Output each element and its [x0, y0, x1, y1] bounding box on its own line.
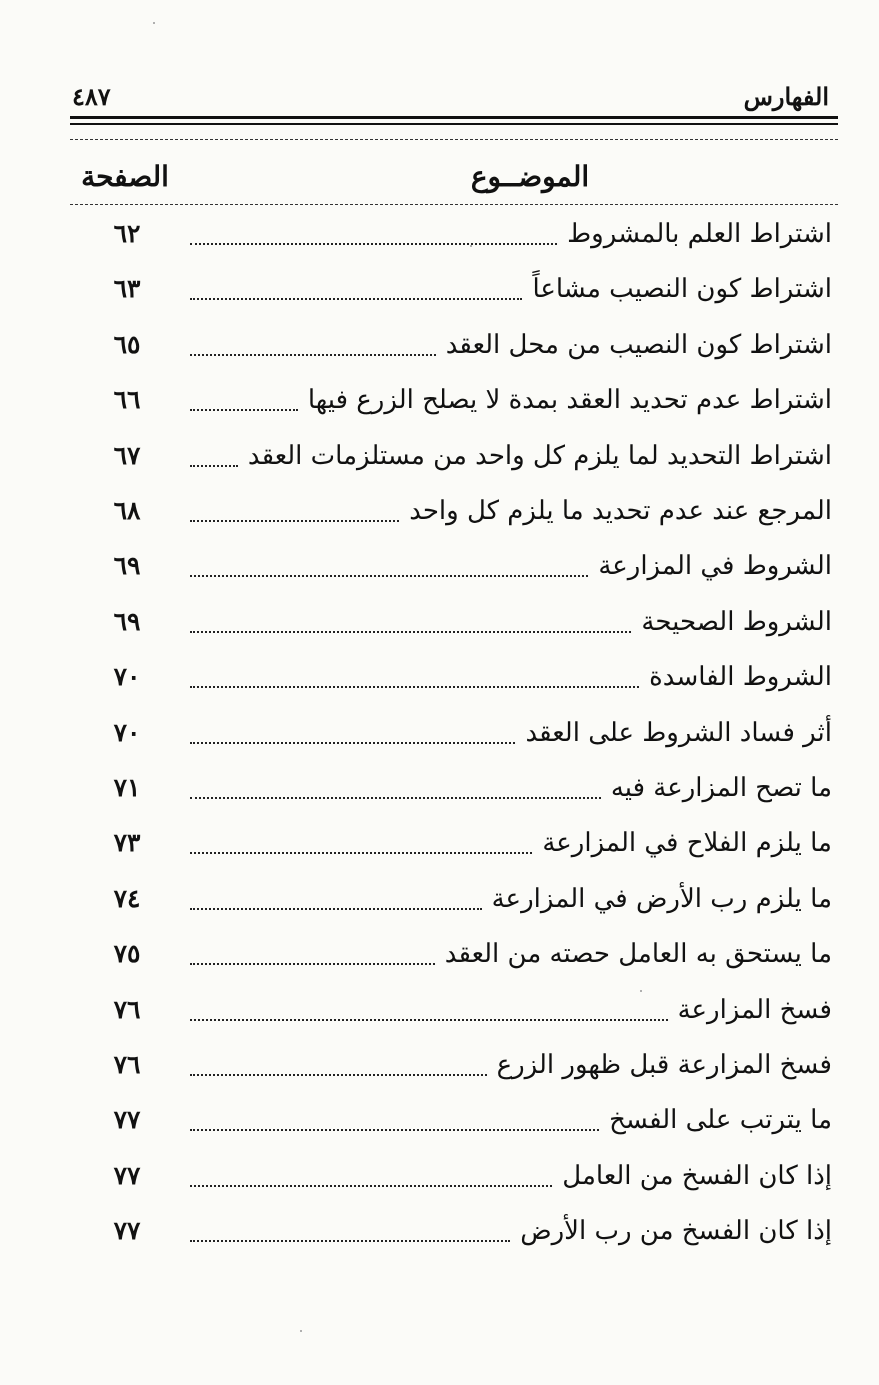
- toc-entry-page: ٧٣: [113, 828, 141, 857]
- toc-entry-page: ٦٦: [113, 385, 141, 414]
- toc-entry-title: اشتراط التحديد لما يلزم كل واحد من مستلزمات العقد: [247, 441, 832, 471]
- toc-entry: [70, 325, 832, 365]
- toc-dot-leader: [190, 631, 631, 633]
- header-rule-thick: [70, 116, 838, 119]
- toc-entry-title: ما يلزم رب الأرض في المزارعة: [491, 884, 832, 914]
- paper-speck: [640, 990, 642, 992]
- toc-entry-title: إذا كان الفسخ من العامل: [562, 1161, 832, 1191]
- header-rule-thin: [70, 123, 838, 125]
- toc-entry-title: أثر فساد الشروط على العقد: [525, 718, 832, 748]
- toc-entry: [70, 214, 832, 254]
- toc-entry-title: اشتراط كون النصيب مشاعاً: [532, 274, 832, 304]
- paper-speck: [153, 22, 155, 24]
- toc-dot-leader: [190, 409, 298, 411]
- column-header-topic: الموضــوع: [470, 160, 590, 193]
- toc-dot-leader: [190, 243, 557, 245]
- toc-entry-title: ما يستحق به العامل حصته من العقد: [444, 939, 832, 969]
- toc-entry: [70, 1211, 832, 1251]
- paper-speck: [300, 1330, 302, 1332]
- toc-entry: [70, 823, 832, 863]
- toc-entry-page: ٦٥: [113, 330, 141, 359]
- toc-dot-leader: [190, 963, 435, 965]
- toc-dot-leader: [190, 298, 522, 300]
- toc-entry-page: ٧٠: [113, 662, 141, 691]
- column-header-page: الصفحة: [81, 160, 169, 193]
- toc-entry-page: ٦٩: [113, 551, 141, 580]
- toc-entry-title: إذا كان الفسخ من رب الأرض: [520, 1216, 832, 1246]
- page-number: ٤٨٧: [72, 82, 111, 111]
- running-title: الفهارس: [743, 82, 829, 111]
- toc-entry: [70, 990, 832, 1030]
- toc-entry-title: الشروط في المزارعة: [598, 551, 832, 581]
- toc-dot-leader: [190, 742, 515, 744]
- toc-entry-page: ٦٣: [113, 274, 141, 303]
- toc-dot-leader: [190, 1019, 668, 1021]
- toc-dot-leader: [190, 465, 238, 467]
- paper-speck: [470, 245, 472, 247]
- toc-entry: [70, 436, 832, 476]
- header-dashed-rule: [70, 139, 838, 140]
- toc-entry: [70, 1156, 832, 1196]
- toc-entry: [70, 768, 832, 808]
- toc-dot-leader: [190, 686, 639, 688]
- toc-entry-page: ٧٤: [113, 884, 141, 913]
- toc-entry: [70, 546, 832, 586]
- toc-dot-leader: [190, 797, 601, 799]
- toc-entry: [70, 269, 832, 309]
- toc-entry-title: اشتراط عدم تحديد العقد بمدة لا يصلح الزرع فيها: [307, 385, 832, 415]
- toc-dot-leader: [190, 575, 588, 577]
- toc-entry-page: ٧٥: [113, 939, 141, 968]
- toc-entry: [70, 380, 832, 420]
- toc-entry-page: ٦٩: [113, 607, 141, 636]
- toc-entry: [70, 1100, 832, 1140]
- toc-entry: [70, 879, 832, 919]
- toc-entry-title: اشتراط العلم بالمشروط: [567, 219, 832, 249]
- toc-entry-title: الشروط الصحيحة: [641, 607, 832, 637]
- toc-entry-title: ما يلزم الفلاح في المزارعة: [542, 828, 832, 858]
- toc-dot-leader: [190, 520, 399, 522]
- toc-entry-page: ٦٧: [113, 441, 141, 470]
- toc-dot-leader: [190, 1240, 510, 1242]
- toc-entry: [70, 602, 832, 642]
- toc-entry-title: الشروط الفاسدة: [649, 662, 832, 692]
- toc-entry-page: ٧١: [113, 773, 141, 802]
- toc-dot-leader: [190, 354, 436, 356]
- toc-dot-leader: [190, 852, 532, 854]
- toc-entry-page: ٧٠: [113, 718, 141, 747]
- toc-entry-title: ما تصح المزارعة فيه: [610, 773, 832, 803]
- toc-dot-leader: [190, 1185, 552, 1187]
- toc-entry-title: اشتراط كون النصيب من محل العقد: [445, 330, 832, 360]
- toc-entry-page: ٦٢: [113, 219, 141, 248]
- toc-entry: [70, 657, 832, 697]
- toc-entry-page: ٧٧: [113, 1216, 141, 1245]
- toc-entry: [70, 491, 832, 531]
- column-header-dashed-rule: [70, 204, 838, 205]
- toc-dot-leader: [190, 1129, 599, 1131]
- toc-entry-title: فسخ المزارعة قبل ظهور الزرع: [496, 1050, 832, 1080]
- toc-entry-title: المرجع عند عدم تحديد ما يلزم كل واحد: [409, 496, 832, 526]
- toc-dot-leader: [190, 908, 482, 910]
- toc-entry-title: فسخ المزارعة: [677, 995, 832, 1025]
- toc-entry-page: ٧٧: [113, 1105, 141, 1134]
- toc-entry: [70, 1045, 832, 1085]
- toc-entry-page: ٧٦: [113, 995, 141, 1024]
- toc-entry-title: ما يترتب على الفسخ: [609, 1105, 832, 1135]
- toc-entry-page: ٦٨: [113, 496, 141, 525]
- toc-dot-leader: [190, 1074, 487, 1076]
- toc-entry: [70, 713, 832, 753]
- toc-entry-page: ٧٧: [113, 1161, 141, 1190]
- toc-entry: [70, 934, 832, 974]
- toc-entry-page: ٧٦: [113, 1050, 141, 1079]
